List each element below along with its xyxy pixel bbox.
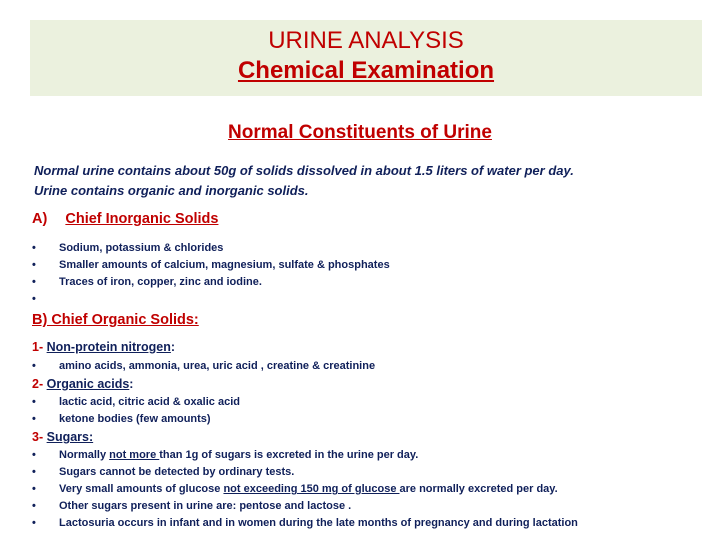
group-3-heading: 3- Sugars: (32, 430, 94, 444)
bullet-icon: • (32, 517, 36, 529)
group-1-heading: 1- Non-protein nitrogen: (32, 340, 176, 354)
title-band (30, 20, 702, 96)
section-a-heading (32, 209, 218, 229)
bullet-icon: • (32, 242, 36, 254)
section-a-label: Chief Inorganic Solids (65, 211, 219, 227)
slide-subtitle-heading: Chemical Examination (237, 57, 495, 84)
bullet-icon: • (32, 413, 36, 425)
bullet-icon: • (32, 293, 36, 305)
bullet-icon: • (32, 500, 36, 512)
bullet-icon: • (32, 276, 36, 288)
intro-line-2: Urine contains organic and inorganic solids. (34, 183, 309, 198)
bullet-icon: • (32, 259, 36, 271)
bullet-icon: • (32, 360, 36, 372)
slide-title: URINE ANALYSIS (268, 27, 464, 54)
bullet-icon: • (32, 396, 36, 408)
group-2-heading: 2- Organic acids: (32, 377, 134, 391)
bullet-icon: • (32, 449, 36, 461)
section-a-prefix: A) (32, 211, 48, 227)
bullet-icon: • (32, 483, 36, 495)
bullet-icon: • (32, 466, 36, 478)
intro-line-1: Normal urine contains about 50g of solids dissolved in about 1.5 liters of water per day. (34, 163, 574, 178)
section-b-heading: B) Chief Organic Solids: (32, 312, 199, 328)
section-heading: Normal Constituents of Urine (228, 122, 492, 143)
